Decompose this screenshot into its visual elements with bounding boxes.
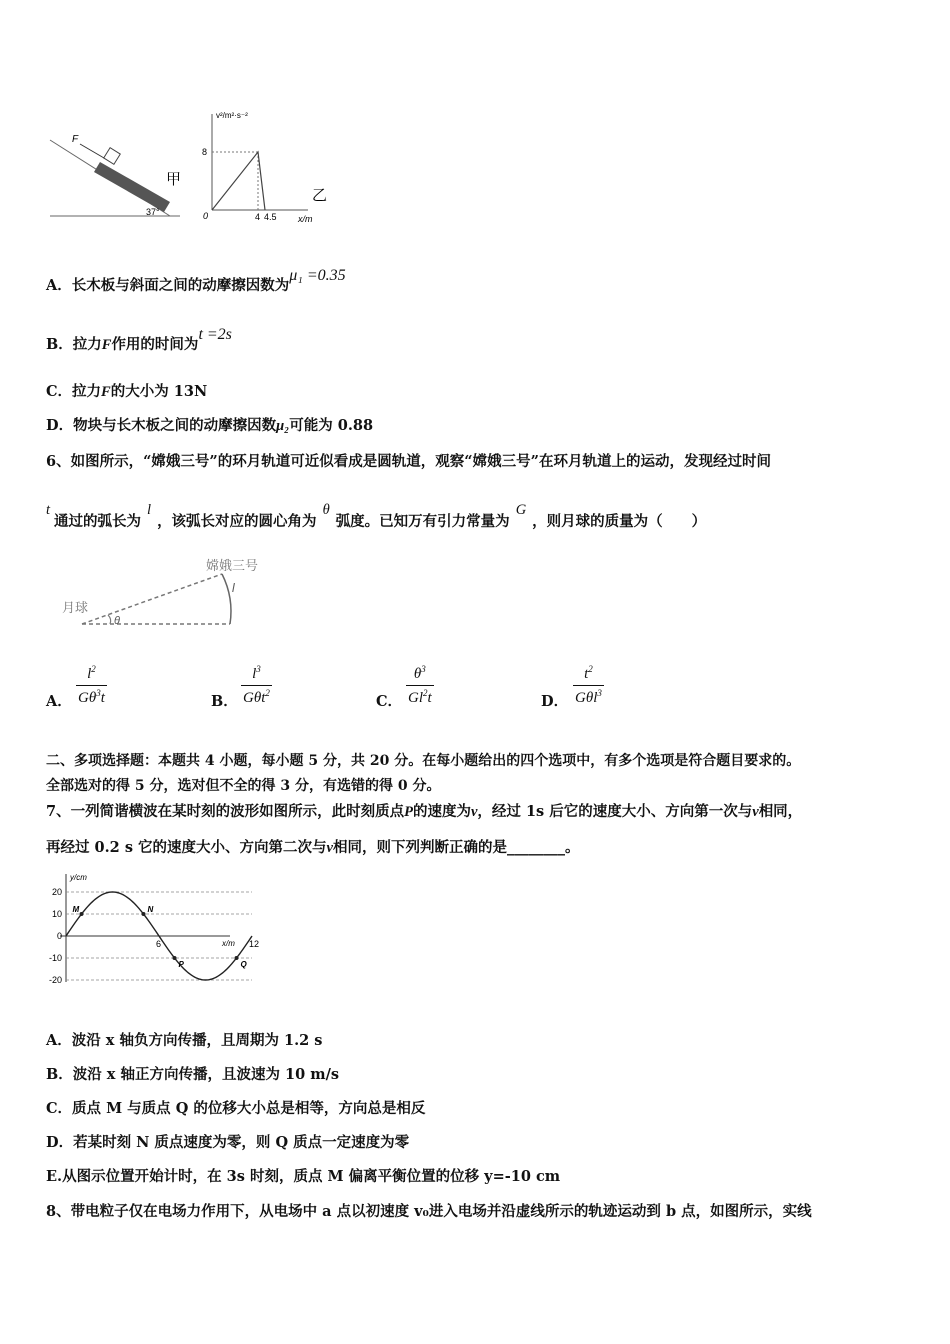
q6-opt-d-num [573,664,604,685]
wave-point-P [173,956,177,960]
q5-c-post: 的大小为 13N [110,383,208,400]
q6-opt-b-label: B． [211,693,238,710]
arc-l [222,574,231,624]
wave-ytick-0: 0 [56,931,62,941]
q6-t: t [46,502,51,518]
q6-opt-c-label: C． [376,693,403,710]
q6-d-den-base: Gθl [575,690,598,706]
wave-point-label-N: N [147,905,154,914]
q7-line2 [46,836,579,857]
section2-line2: 全部选对的得 5 分，选对但不全的得 3 分，有选错的得 0 分。 [46,778,441,794]
q5-b-F: F [101,337,112,353]
q6-c-num-base: θ [413,666,422,682]
q6-theta: θ [322,502,330,518]
graph-line [212,152,265,210]
q6-opt-a-den [76,685,107,707]
q6-b-num-base: l [252,666,257,682]
q7-l1b: 的速度为 [412,803,471,820]
q6-seg1: 通过的弧长为 [54,513,142,530]
q7-l1a: 7、一列简谐横波在某时刻的波形如图所示，此时刻质点 [46,803,405,820]
q5-option-d [46,414,373,435]
q6-opt-d-fraction[interactable] [573,664,604,707]
q6-opt-c-fraction[interactable] [406,664,434,707]
q6-opt-c-den [406,685,434,707]
q6-l: l [147,502,152,518]
wave-ytick--20: -20 [48,975,62,985]
y-tick-8: 8 [202,147,208,157]
q7-option-d: D．若某时刻 N 质点速度为零，则 Q 质点一定速度为零 [46,1134,410,1151]
q6-opt-a-num [76,664,107,685]
label-moon: 月球 [62,600,89,615]
wave-ytick--10: -10 [48,953,62,963]
q6-opt-a-fraction[interactable] [76,664,107,707]
block [104,148,121,165]
q6-c-num-sup: 3 [421,664,426,674]
wave-point-N [142,912,146,916]
label-jia: 甲 [166,171,182,188]
wave-x-label: x/m [222,939,235,948]
q7-v2: v [752,804,759,820]
x-axis-label: x/m [298,214,313,224]
q5-d-pre: D．物块与长木板之间的动摩擦因数 [46,417,277,434]
wave-point-Q [235,956,239,960]
q5-c-pre: C．拉力 [46,383,102,400]
q5-option-c [46,380,207,401]
q7-l1d: 相同， [758,803,803,820]
q5-c-F: F [101,384,111,400]
q6-opt-a-label: A． [46,693,72,710]
q7-l2a: 再经过 0.2 s 它的速度大小、方向第二次与 [46,839,327,856]
figure-incline [48,130,188,222]
q6-a-num-sup: 2 [91,664,96,674]
q6-seg3: 弧度。已知万有引力常量为 [335,513,510,530]
q6-b-num-sup: 3 [256,664,261,674]
wave-chart [40,870,260,990]
q6-d-num-sup: 2 [588,664,593,674]
wave-point-label-Q: Q [240,960,247,969]
q7-v3: v [326,840,333,856]
q6-opt-b-den [241,685,272,707]
q7-v: v [470,804,478,820]
figure-v2x-graph [200,108,340,226]
q7-line1 [46,800,802,821]
q5-a-text: A．长木板与斜面之间的动摩擦因数为 [46,277,290,294]
q5-d-mu: μ₂ [276,418,290,434]
long-board [94,162,170,212]
q6-c-den-base: Gl [408,690,423,706]
origin-label: 0 [203,211,209,221]
wave-xtick-12: 12 [249,939,260,949]
q8-line1: 8、带电粒子仅在电场力作用下，从电场中 a 点以初速度 v₀进入电场并沿虚线所示的轨迹运动到 b 点，如图所示，实线 [46,1203,812,1220]
angle-arc [108,615,111,624]
x-tick-4: 4 [255,212,261,222]
q6-c-den-tail: t [427,690,432,706]
q6-a-den-sup: 3 [96,688,101,698]
q7-option-a: A．波沿 x 轴负方向传播，且周期为 1.2 s [46,1032,323,1049]
q7-P: P [404,804,413,820]
q6-a-den-base: Gθ [78,690,97,706]
q7-option-c: C．质点 M 与质点 Q 的位移大小总是相等，方向总是相反 [46,1100,426,1117]
q6-opt-b-num [241,664,272,685]
q5-option-a [46,267,346,295]
q6-opt-d-label: D． [541,693,569,710]
wave-point-label-P: P [178,960,184,969]
q6-opt-c-num [406,664,434,685]
wave-xtick-6: 6 [156,939,162,949]
q6-G: G [515,502,527,518]
label-F: F [72,134,79,145]
q6-d-den-sup: 3 [597,688,602,698]
q7-l1c: ，经过 1s 后它的速度大小、方向第一次与 [477,803,753,820]
q6-a-num-base: l [87,666,92,682]
q6-a-den-tail: t [100,690,105,706]
label-yi: 乙 [312,187,328,204]
q7-option-e: E.从图示位置开始计时，在 3s 时刻，质点 M 偏离平衡位置的位移 y=-10 cm [46,1168,561,1185]
q5-b-post: 作用的时间为 [111,336,199,353]
q6-line1: 6、如图所示，“嫦娥三号”的环月轨道可近似看成是圆轨道，观察“嫦娥三号”在环月轨道上的运动，发现经过时间 [46,453,771,470]
wave-ytick-20: 20 [51,887,62,897]
label-arc-l: l [232,581,235,595]
wave-y-label: y/cm [70,873,87,882]
wave-ytick-10: 10 [51,909,62,919]
q6-seg4: ，则月球的质量为（ ） [532,513,707,530]
q7-l2b: 相同，则下列判断正确的是________。 [332,839,580,856]
x-tick-4-5: 4.5 [264,212,277,222]
y-axis-label: v²/m²·s⁻² [216,111,248,120]
q5-option-b [46,326,232,354]
q6-b-den-base: Gθt [243,690,266,706]
q6-line2 [46,502,707,531]
wave-point-M [80,912,84,916]
q6-opt-b-fraction[interactable] [241,664,272,707]
figure-moon-orbit [58,552,278,632]
radius-to-satellite [82,574,222,624]
force-arrow [80,144,104,158]
q6-d-num-base: t [584,666,589,682]
q5-b-math: t =2s [198,326,232,343]
q5-a-math: μ₁ =0.35 [289,267,346,284]
q5-d-post: 可能为 0.88 [289,417,374,434]
q5-b-pre: B．拉力 [46,336,102,353]
label-angle-theta: θ [114,615,120,627]
q6-c-den-sup: 2 [423,688,428,698]
q6-seg2: ，该弧长对应的圆心角为 [157,513,317,530]
section2-line1: 二、多项选择题：本题共 4 小题，每小题 5 分，共 20 分。在每小题给出的四个选项中，有多个选项是符合题目要求的。 [46,753,801,769]
label-angle: 37° [146,207,160,217]
wave-point-label-M: M [72,905,80,914]
q6-b-den-sup: 2 [265,688,270,698]
label-change3: 嫦娥三号 [206,558,259,573]
q7-option-b: B．波沿 x 轴正方向传播，且波速为 10 m/s [46,1066,340,1083]
q6-opt-d-den [573,685,604,707]
